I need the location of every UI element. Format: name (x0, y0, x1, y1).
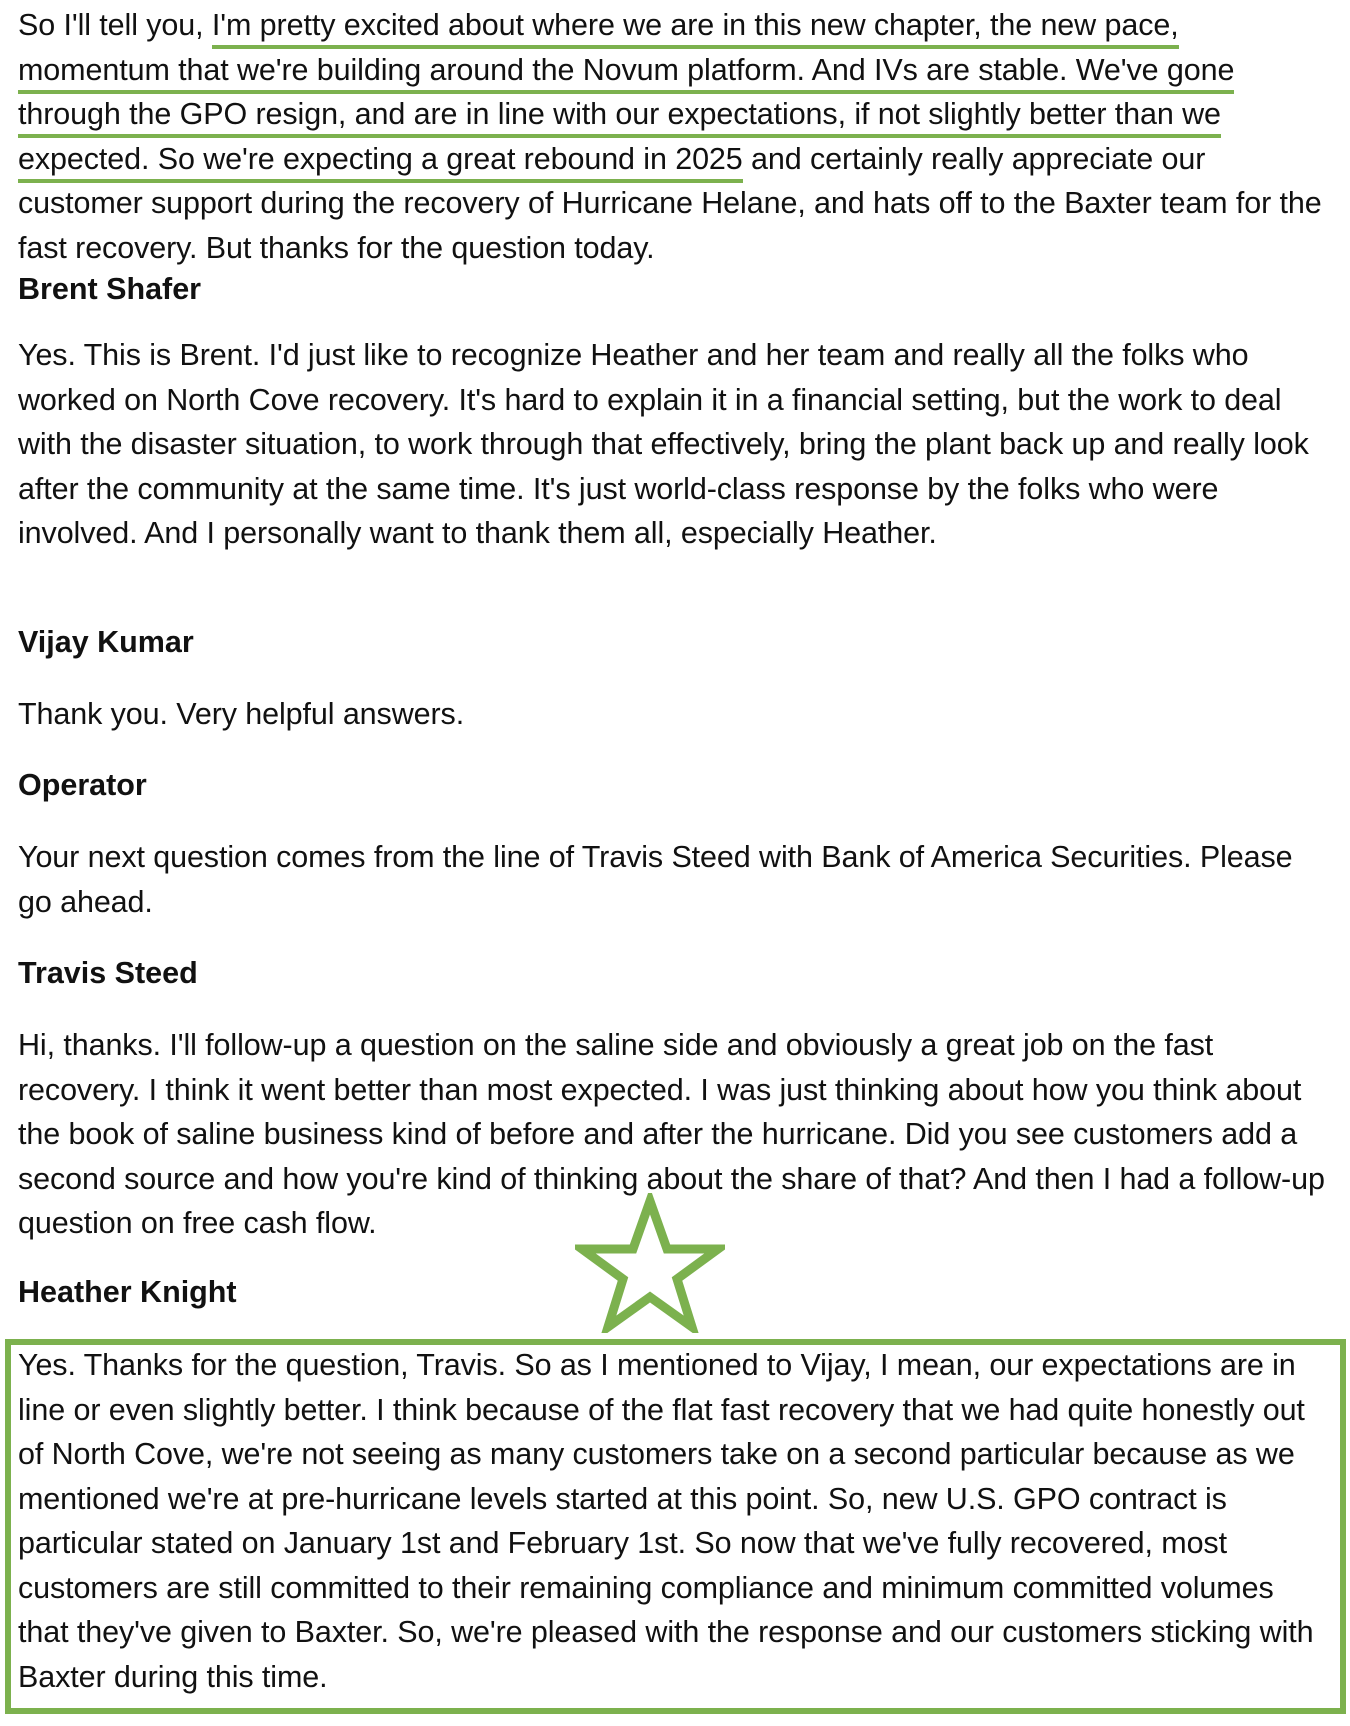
paragraph-line: recovery. I think it went better than most expected. I was just thinking about how you think about (18, 1072, 1302, 1107)
intro-line: So I'll tell you, I'm pretty excited about where we are in this new chapter, the new pace, (18, 3, 1338, 48)
intro-line: fast recovery. But thanks for the question today. (18, 230, 655, 265)
paragraph-line: involved. And I personally want to thank them all, especially Heather. (18, 516, 937, 550)
speaker-name-operator: Operator (18, 768, 147, 802)
paragraph-line: Your next question comes from the line of Travis Steed with Bank of America Securities. Please (18, 840, 1293, 874)
vijay-paragraph (18, 692, 1338, 737)
intro-line (18, 92, 1338, 137)
intro-line (18, 48, 1338, 93)
paragraph-line: go ahead. (18, 884, 153, 919)
paragraph-line: with the disaster situation, to work through that effectively, bring the plant back up and really look (18, 427, 1309, 461)
speaker-name-heather: Heather Knight (18, 1275, 237, 1309)
paragraph-line: customers are still committed to their remaining compliance and minimum committed volumes (18, 1570, 1274, 1605)
paragraph-line: Baxter during this time. (18, 1659, 328, 1694)
underlined-highlight: expected. So we're expecting a great rebound in 2025 (18, 142, 743, 183)
paragraph-line: mentioned we're at pre-hurricane levels started at this point. So, new U.S. GPO contract is (18, 1481, 1227, 1516)
paragraph-line: Hi, thanks. I'll follow-up a question on the saline side and obviously a great job on the fast (18, 1028, 1214, 1062)
operator-paragraph (18, 835, 1338, 924)
speaker-name-travis: Travis Steed (18, 956, 198, 990)
paragraph-line: Yes. This is Brent. I'd just like to recognize Heather and her team and really all the folks who (18, 338, 1249, 372)
paragraph-line: the book of saline business kind of before and after the hurricane. Did you see customers add a (18, 1117, 1298, 1151)
intro-paragraph (18, 3, 1338, 270)
paragraph-line: Yes. Thanks for the question, Travis. So as I mentioned to Vijay, I mean, our expectations are in (18, 1348, 1296, 1382)
brent-paragraph (18, 333, 1338, 556)
speaker-name-vijay: Vijay Kumar (18, 625, 194, 659)
paragraph-line: of North Cove, we're not seeing as many customers take on a second particular because as we (18, 1437, 1295, 1471)
intro-line: expected. So we're expecting a great rebound in 2025 and certainly really appreciate our (18, 137, 1338, 182)
paragraph-line: particular stated on January 1st and February 1st. So now that we've fully recovered, most (18, 1526, 1227, 1560)
heather-paragraph (18, 1343, 1338, 1699)
star-outline-icon (575, 1193, 725, 1333)
underlined-highlight: through the GPO resign, and are in line with our expectations, if not slightly better than we (18, 97, 1221, 138)
paragraph-line: worked on North Cove recovery. It's hard to explain it in a financial setting, but the work to deal (18, 382, 1282, 417)
underlined-highlight: momentum that we're building around the Novum platform. And IVs are stable. We've gone (18, 53, 1234, 94)
underlined-highlight: I'm pretty excited about where we are in this new chapter, the new pace, (212, 8, 1179, 49)
paragraph-line: question on free cash flow. (18, 1206, 377, 1240)
paragraph-line: Thank you. Very helpful answers. (18, 697, 465, 731)
paragraph-line: second source and how you're kind of thinking about the share of that? And then I had a follow-up (18, 1161, 1325, 1196)
paragraph-line: after the community at the same time. It's just world-class response by the folks who were (18, 471, 1219, 506)
intro-line: customer support during the recovery of Hurricane Helane, and hats off to the Baxter team for the (18, 186, 1322, 220)
speaker-name-brent: Brent Shafer (18, 272, 202, 306)
paragraph-line: line or even slightly better. I think because of the flat fast recovery that we had quite honestly out (18, 1392, 1305, 1427)
paragraph-line: that they've given to Baxter. So, we're pleased with the response and our customers sticking with (18, 1615, 1314, 1649)
